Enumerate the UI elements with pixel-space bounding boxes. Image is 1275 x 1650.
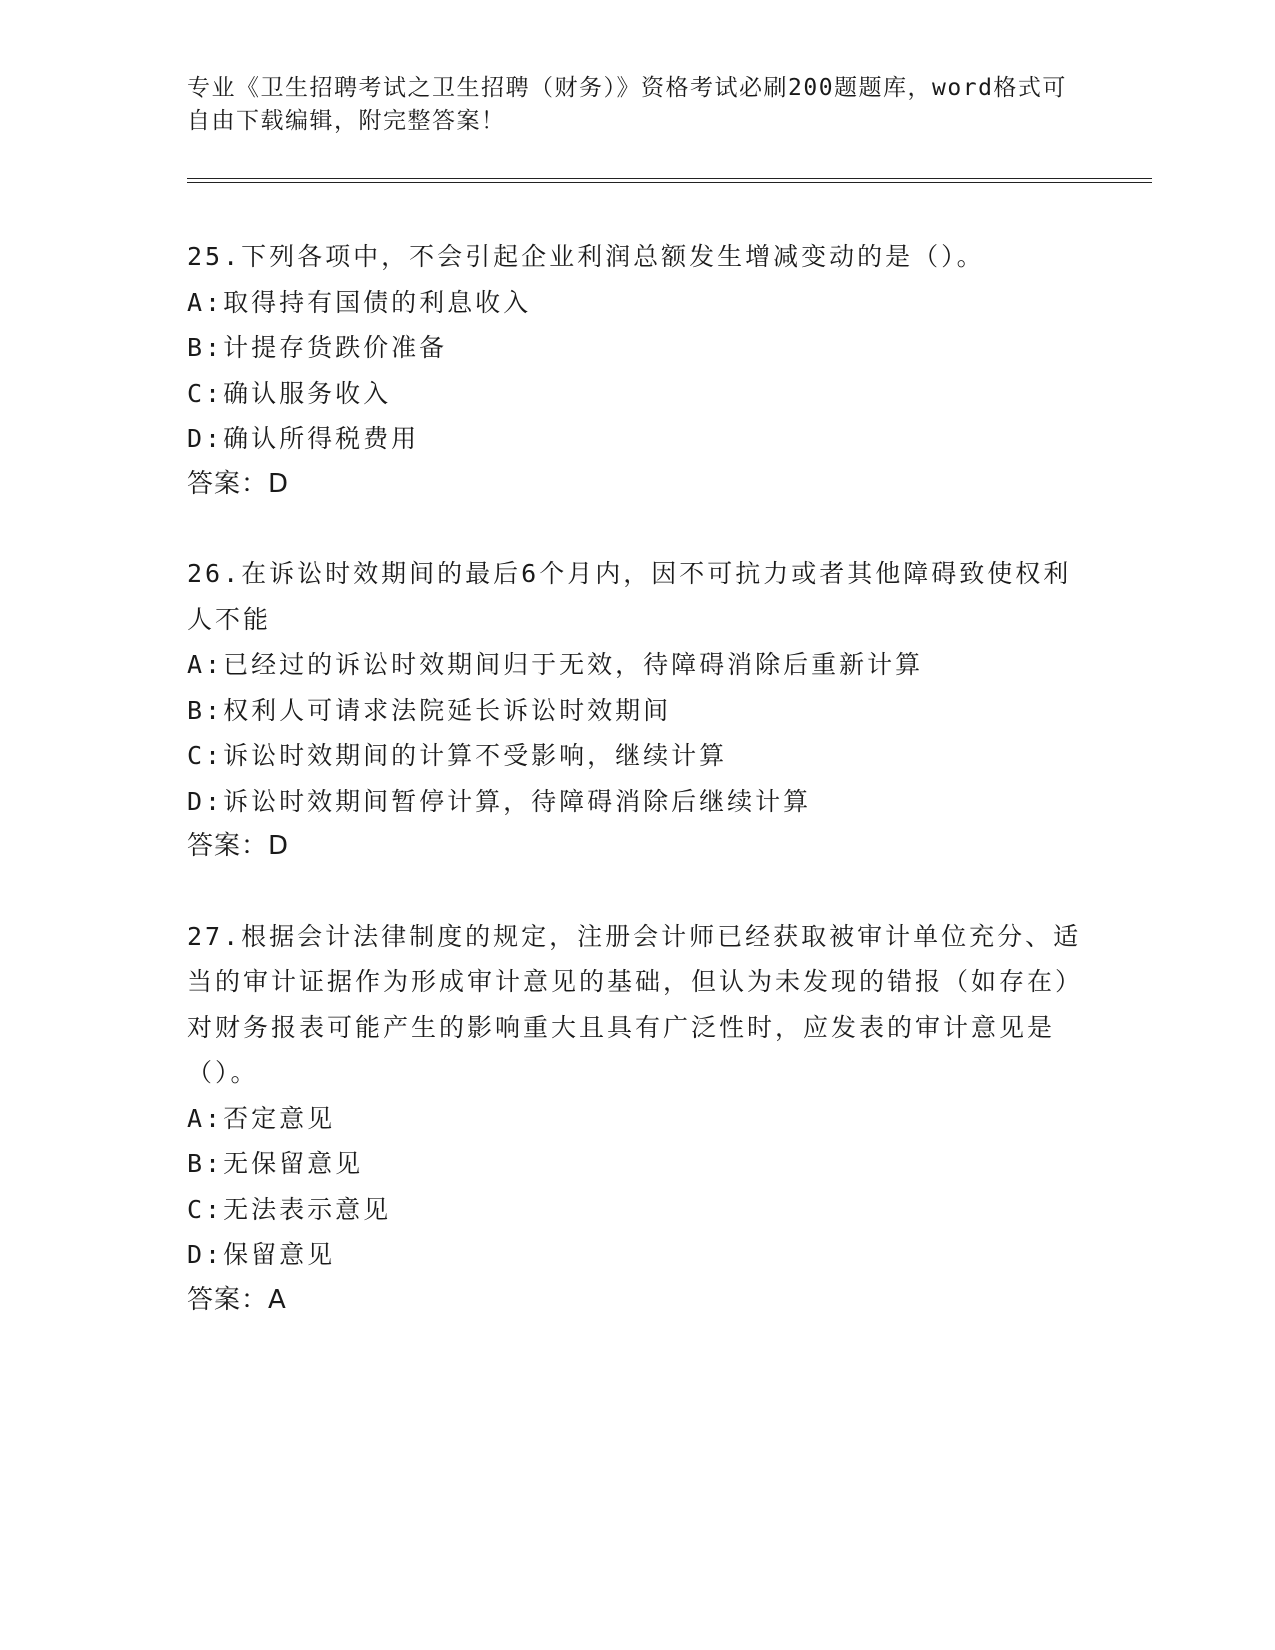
option-a: A:取得持有国债的利息收入 [187,287,532,317]
question-25 [187,234,1087,507]
document-header: 专业《卫生招聘考试之卫生招聘（财务）》资格考试必刷200题题库，word格式可自由下载编辑，附完整答案！ [187,75,1067,134]
option-a: A:已经过的诉讼时效期间归于无效，待障碍消除后重新计算 [187,650,924,679]
question-26 [187,551,1087,870]
option-b: B:无保留意见 [187,1149,364,1178]
question-list [187,234,1087,1367]
question-stem: 27.根据会计法律制度的规定，注册会计师已经获取被审计单位充分、适当的审计证据作为形成审计意见的基础，但认为未发现的错报（如存在）对财务报表可能产生的影响重大且具有广泛性时，应发表的审计意见是（）。 [187,921,1084,1087]
option-d: D:诉讼时效期间暂停计算，待障碍消除后继续计算 [187,786,812,816]
option-c: C:确认服务收入 [187,378,392,408]
option-c: C:诉讼时效期间的计算不受影响，继续计算 [187,741,728,770]
answer: 答案：D [187,468,290,499]
answer: 答案：D [187,831,290,861]
option-a: A:否定意见 [187,1103,336,1133]
question-stem: 26.在诉讼时效期间的最后6个月内，因不可抗力或者其他障碍致使权利人不能 [187,559,1072,634]
question-stem: 25.下列各项中，不会引起企业利润总额发生增减变动的是（）。 [187,242,985,271]
option-c: C:无法表示意见 [187,1194,392,1224]
header-divider [187,178,1152,183]
question-27 [187,914,1087,1324]
option-b: B:权利人可请求法院延长诉讼时效期间 [187,695,672,725]
option-d: D:保留意见 [187,1240,336,1269]
option-d: D:确认所得税费用 [187,424,420,453]
answer: 答案：A [187,1284,287,1315]
option-b: B:计提存货跌价准备 [187,333,448,362]
